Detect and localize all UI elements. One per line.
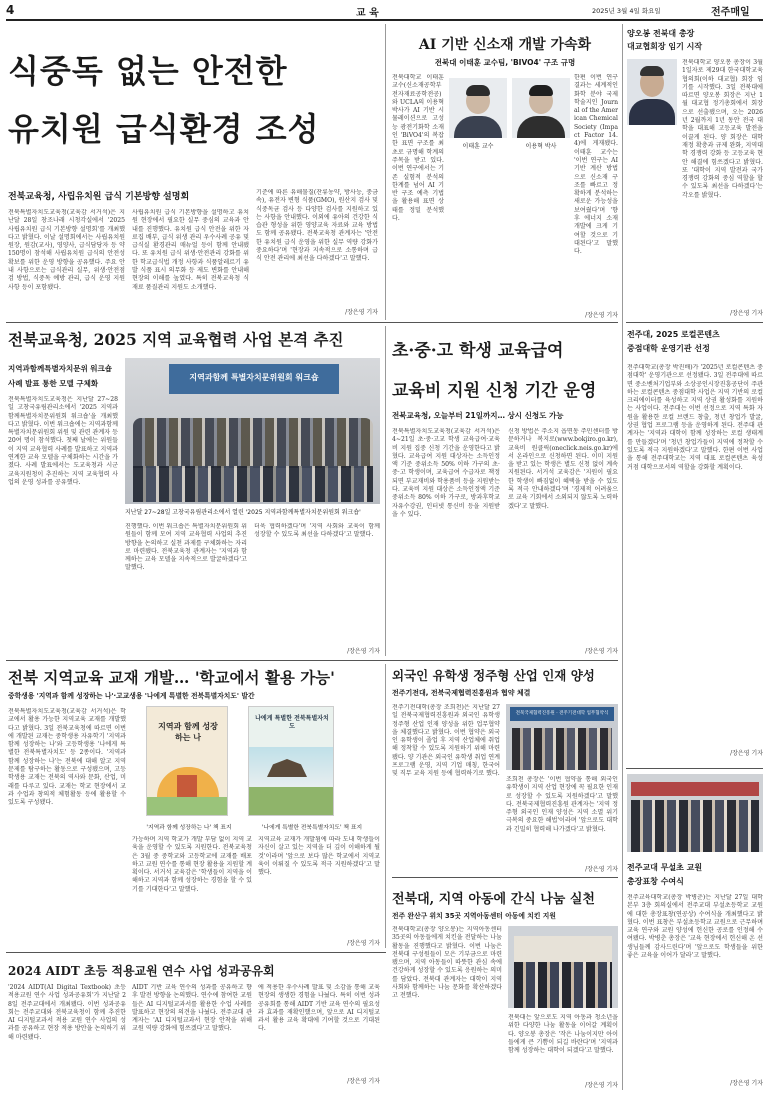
subhead: 전북대 이태훈 교수팀, 'BIVO4' 구조 규명: [434, 58, 576, 67]
subhead-1: 지역과함께특별자치문위 워크숍: [8, 364, 113, 373]
subhead: 전북교육청, 사립유치원 급식 기본방향 설명회: [8, 192, 190, 202]
article-education-benefit: [392, 326, 618, 658]
body-col1: 전북특별자치도교육청(교육감 서거석)은 학교에서 활용 가능한 지역교육 교재를 개발했다고 밝혔다. 3일 전북교육청에 따르면 이번에 개발된 교재는 중학생용 자유학기 '지역과 함께 성장하는 나'와 고등학생용 '나에게 특별한 전북특별자치도' 등 2종이다. '지역과 함께 성장하는 나'는 전북에 대해 알고 지역 문제를 탐구하는 활동으로 구성됐으며, 고등학생용 교재는 전북의 역사와 문화, 산업, 미래를 다루고 있다. 교재는 학교 현장에서 교과 수업과 창의적 체험활동 등에 활용할 수 있도록 구성됐다.: [8, 708, 126, 807]
byline: /장은영 기자: [585, 648, 618, 655]
paper-name: 전주매일: [711, 7, 750, 18]
article-foreign-students: [392, 664, 618, 874]
headline: 전북대, 지역 아동에 간식 나눔 실천: [392, 892, 595, 907]
headline: 전북 지역교육 교재 개발… '학교에서 활용 가능': [8, 668, 335, 687]
body-col1: 전주기전대학(총장 조희천)은 지난달 27일 전북국제협력진흥원과 외국인 유학생 정주형 산업 인재 양성을 위한 업무협약을 체결했다고 밝혔다. 이번 협약은 외국인 유학생이 졸업 후 지역 산업체에 취업해 정착할 수 있도록 지원하기 위해 마련됐다. 양 기관은 외국인 유학생 취업 연계 프로그램 운영, 지역 기업 매칭, 한국어 및 직무 교육 지원 등에 협력하기로 했다.: [392, 704, 500, 778]
body-col1: 전북특별자치도교육청은 지난달 27~28일 고창국유림관리소에서 '2025 지역과함께특별자치문위원회 워크숍'을 개최했다고 밝혔다. 이번 워크숍에는 지역과함께특별자치문위원회 위원 및 관련 관계자 등 20여 명이 참석했다. 첫째 날에는 위원들이 지역 교육협력 사례를 발표하고 지역과 연계한 교육 모델을 구체화하는 시간을 가졌다. 사례 발표에서는 도교육청과 시군 교육지원청이 추진하는 지역 교육협력 사업의 운영 성과를 공유했다.: [8, 396, 118, 486]
photo-dr-lee: [512, 78, 570, 138]
article-textbook: [8, 664, 380, 950]
agreement-banner: 전북국제협력진흥원 · 전주기전대학 업무협약식: [515, 711, 609, 716]
masthead: [6, 3, 763, 19]
headline: AI 기반 신소재 개발 가속화: [418, 37, 592, 53]
book-cover-1: [146, 706, 228, 816]
body-col2: 가능하며 지역 학교가 개발 부담 없이 지역 교육을 운영할 수 있도록 지원한다. 전북교육청은 3월 중 중학교와 고등학교에 교재를 배포하고 교원 연수를 통해 현장 활용을 지원할 계획이다. 서거석 교육감은 '학생들이 지역을 이해하고 지역과 함께 성장하는 경험을 할 수 있기를 기대한다'고 말했다.: [132, 836, 252, 893]
issue-date: 2025년 3월 4일 화요일: [592, 7, 661, 15]
subhead: 전북교육청, 오늘부터 21일까지… 상시 신청도 가능: [392, 411, 564, 420]
body-col2: 전북대는 앞으로도 지역 아동과 청소년을 위한 다양한 나눔 활동을 이어갈 계획이다. 양오봉 총장은 '작은 나눔이지만 아이들에게 큰 기쁨이 되길 바란다'며 '지역과 함께 성장하는 대학이 되겠다'고 말했다.: [508, 1014, 618, 1055]
photo-caption: 지난달 27~28일 고창국유림관리소에서 열린 '2025 지역과함께특별자치문위원회 워크숍': [125, 509, 361, 516]
byline: /장은영 기자: [585, 1082, 618, 1089]
body-col3: 기준에 따른 유해물질(잔류농약, 방사능, 중금속), 유전자 변형 식품(GMO), 원산지 검사 및 식중독균 검사 등 다양한 검사를 지원하고 있는 사항을 안내했다. 이외에 유아의 건강한 식습관 형성을 위한 영양교육 자료와 교육 방법도 함께 공유됐다. 전북교육청 관계자는 '안전한 유치원 급식 운영을 위한 실무 역량 강화가 중요하다'며 '현장과 지속적으로 소통하며 급식 안전 관리에 최선을 다하겠다'고 말했다.: [256, 189, 378, 263]
subhead: 전주기전대, 전북국제협력진흥원과 협약 체결: [392, 689, 531, 697]
title-line1: 전주교대 무설초 교원: [627, 863, 703, 872]
headline-line1: 식중독 없는 안전한: [8, 52, 288, 90]
agreement-photo: [506, 704, 618, 770]
body-col2: AIDT 기반 교육 연수의 성과를 공유하고 향후 발전 방향을 논의했다. 연수에 참여한 교원들은 AI 디지털교과서를 활용한 수업 사례를 발표하고 현장의 의견을 나눴다. 전주교대 관계자는 'AI 디지털교과서 현장 안착을 위해 교원 역량 강화에 힘쓰겠다'고 말했다.: [132, 984, 252, 1033]
byline: /장은영 기자: [585, 866, 618, 873]
body-col2: 조희천 총장은 '이번 협약을 통해 외국인 유학생이 지역 산업 현장에 꼭 필요한 인재로 성장할 수 있도록 지원하겠다'고 말했다. 전북국제협력진흥원 관계자는 '지역 정주형 외국인 인재 양성은 지역 소멸 위기 극복의 중요한 해법'이라며 '앞으로도 대학과 긴밀히 협력해 나가겠다'고 밝혔다.: [506, 776, 618, 833]
subhead: 중학생용 '지역과 함께 성장하는 나'·고교생용 '나에게 특별한 전북특별자치도' 발간: [8, 692, 255, 700]
article-teacher-award: [627, 772, 763, 1092]
byline: /장은영 기자: [585, 312, 618, 319]
headline: 외국인 유학생 정주형 산업 인재 양성: [392, 668, 595, 683]
workshop-photo: [125, 358, 380, 504]
article-president-term: [627, 26, 763, 320]
section-name: 교 육: [356, 8, 379, 19]
photo-caption-2: 이용혁 박사: [525, 143, 557, 150]
body-col1: 전북대학교 이태훈 교수(신소재공학부 전자재료공학전공)와 UCLA의 이용혁 박사가 AI 기반 시뮬레이션으로 고성능 광전기화학 소재인 'BiVO4'의 복잡한 표면 구조를 최초로 규명해 학계의 주목을 받고 있다. 이번 연구에서는 기존 실험적 분석의 한계를 넘어 AI 기반 구조 예측 기법을 활용해 표면 상태를 정밀 분석했다.: [392, 74, 444, 223]
title-line1: 전주대, 2025 로컬콘텐츠: [627, 330, 720, 339]
book-cover-2: [248, 706, 334, 816]
subhead-2: 사례 발표 통한 모델 구체화: [8, 379, 99, 388]
body: 전주대학교(총장 박진배)가 '2025년 로컬콘텐츠 중점대학' 운영기관으로 선정됐다. 3일 전주대에 따르면 중소벤처기업부와 소상공인시장진흥공단이 주관하는 로컬콘텐츠 중점대학 사업은 지역 기반의 로컬크리에이터를 육성하고 지역 상권 활성화를 지원하는 사업이다. 전주대는 이번 선정으로 지역 특화 자원을 활용한 로컬 브랜드 창출, 청년 창업가 발굴, 상권 협업 프로그램 등을 운영하게 된다. 전주대 관계자는 '지역과 대학이 함께 성장하는 로컬 생태계를 만들겠다'며 '청년 창업가들이 지역에 정착할 수 있도록 적극 지원하겠다'고 말했다. 한편 이번 사업을 통해 전주대학교는 지역 대표 로컬콘텐츠 육성 거점 대학으로서의 역할을 강화할 계획이다.: [627, 364, 763, 471]
sharing-photo: [508, 926, 618, 1008]
byline: /장은영 기자: [730, 310, 763, 317]
photo-professor-lee: [449, 78, 507, 138]
subhead: 전주 완산구 위치 35곳 지역아동센터 아동에 치킨 지원: [392, 912, 556, 920]
article-regional-cooperation: [8, 326, 380, 658]
cover-caption-2: '나에게 특별한 전북특별자치도' 책 표지: [261, 825, 363, 831]
body: 전주교육대학교(총장 박병춘)는 지난달 27일 대학 본부 3층 회의실에서 전주교대 부설초등학교 교원에 대한 총장표창(연공상) 수여식을 개최했다고 밝혔다. 이번 표창은 부설초등학교 교원으로 근무하며 교육 연구와 교원 양성에 헌신한 공로를 인정해 수여됐다. 박병춘 총장은 '교육 현장에서 헌신해 온 선생님들께 감사드린다'며 '앞으로도 학생들을 위한 좋은 교육을 이어가 달라'고 말했다.: [627, 894, 763, 960]
body-col3: 에 적용한 우수사례 발표 및 소감을 통해 교육 현장의 생생한 경험을 나눴다. 특히 이번 성과공유회를 통해 AIDT 기반 교육 연수의 필요성과 효과를 재확인했으며, 앞으로 AI 디지털교과서 활용 교육 확대에 기여할 것으로 기대된다.: [258, 984, 380, 1033]
banner-text: 지역과함께 특별자치문위원회 워크숍: [189, 373, 319, 382]
page-number: 4: [6, 3, 15, 17]
article-ai-materials: [392, 26, 618, 320]
byline: /장은영 기자: [347, 648, 380, 655]
body-col2: 신청 방법은 주소지 읍면동 주민센터를 방문하거나 복지로(www.bokjiro.go.kr), 교육비 원클릭(oneclick.neis.go.kr)에서 온라인으로 신청하면 된다. 이미 지원을 받고 있는 학생은 별도 신청 없이 계속 지원된다. 서거석 교육감은 '지원이 필요한 학생이 빠짐없이 혜택을 받을 수 있도록 적극 안내하겠다'며 '경제적 어려움으로 교육 기회에서 소외되지 않도록 노력하겠다'고 말했다.: [508, 428, 618, 510]
body-col1: 전북대학교(총장 양오봉)는 지역아동센터 35곳의 아동들에게 치킨을 전달하는 나눔 활동을 진행했다고 밝혔다. 이번 나눔은 전북대 구성원들이 모은 기부금으로 마련됐으며, 지역 아동들이 따뜻한 관심 속에 건강하게 성장할 수 있도록 응원하는 의미를 담았다. 전북대 관계자는 대학이 지역사회와 함께하는 나눔 문화를 확산하겠다고 전했다.: [392, 926, 502, 1000]
headline-line2: 교육비 지원 신청 기간 운영: [392, 381, 597, 401]
headline-line1: 초·중·고 학생 교육급여: [392, 341, 564, 361]
body-col3: 더욱 협력하겠다'며 '지역 사회와 교육이 함께 성장할 수 있도록 최선을 다하겠다'고 말했다.: [254, 523, 380, 539]
book2-title: 나에게 특별한 전북특별자치도: [255, 715, 329, 730]
body-col2: 사립유치원 급식 기본방향을 설명하고 유치원 현장에서 필요한 실무 중심의 교육과 안내를 진행했다. 유치원 급식 안전을 위한 자료집 배부, 급식 위생 관리 우수사례 공유 및 급식실 환경관리 매뉴얼 등이 함께 안내됐다. 또 유치원 급식 위생·안전관리 강화를 위한 학교급식법 개정 사항과 식품알레르기 유발 식품 표시 의무화 등 제도 변화를 안내해 현장의 이해를 높였다. 특히 전북교육청 식재료 품질관리 지원도 소개했다.: [132, 209, 249, 291]
body: 전북대학교 양오봉 총장이 3월 1일자로 제29대 한국대학교육협의회(이하 대교협) 회장 임기를 시작했다. 3일 전북대에 따르면 양오봉 회장은 지난 1월 대교협 정기총회에서 회장으로 선출됐으며, 오는 2026년 2월까지 1년 동안 전국 대학을 대표해 고등교육 발전을 이끌게 된다. 양 회장은 대학 재정 확충과 규제 완화, 지역대학 경쟁력 강화 등 고등교육 현안 해결에 힘쓰겠다고 밝혔다. 또 '대학이 지역 발전과 국가 경쟁력 강화의 중심 역할을 할 수 있도록 최선을 다하겠다'는 각오를 밝혔다.: [682, 59, 763, 199]
byline: /장은영 기자: [730, 750, 763, 757]
body-col2: 진행했다. 이번 워크숍은 특별자치문위원회 위원들이 함께 모여 지역 교육협력 사업의 추진 방향을 논의하고 실천 과제를 구체화하는 자리로 마련됐다. 전북교육청 관계자는 '지역과 함께하는 교육 모델을 지속적으로 발굴하겠다'고 말했다.: [125, 523, 247, 572]
headline: 2024 AIDT 초등 적용교원 연수 사업 성과공유회: [8, 964, 275, 978]
title-line2: 대교협회장 임기 시작: [627, 42, 703, 51]
headline-line2: 유치원 급식환경 조성: [8, 110, 320, 148]
book1-title: 지역과 함께 성장하는 나: [158, 721, 218, 742]
body-col2: 한편 이번 연구 결과는 세계적인 화학 분야 국제 학술지인 Journal of the American Chemical Society (Impact Factor 14.4)에 게재됐다. 이태훈 교수는 '이번 연구는 AI 기반 계산 방법으로 신소재 구조를 빠르고 정확하게 분석하는 새로운 가능성을 보여줬다'며 '향후 에너지 소재 개발에 크게 기여할 것으로 기대된다'고 말했다.: [574, 74, 618, 256]
body-col1: 전북특별자치도교육청(교육감 서거석)은 4~21일 초·중·고교 학생 교육급여·교육비 지원 집중 신청 기간을 운영한다고 밝혔다. 교육급여 지원 대상자는 소득인정액 기준 중위소득 50% 이하 가구의 초·중·고 학생이며, 교육급여 수급자로 책정되면 부교재비와 학용품비 등을 지원받는다. 교육비 지원 대상은 소득인정액 기준 중위소득 80% 이하 가구로, 방과후학교 자유수강권, 인터넷 통신비 등을 지원받을 수 있다.: [392, 428, 500, 518]
byline: /장은영 기자: [345, 309, 378, 316]
title-line2: 총장표창 수여식: [627, 877, 684, 886]
body-col1: 전북특별자치도교육청(교육감 서거석)은 지난달 28일 창조나래 시청각실에서 '2025 사립유치원 급식 기본방향 설명회'를 개최했다고 밝혔다. 이날 설명회에서는 사립유치원 원장, 원감(교사), 영양사, 급식담당자 등 약 150명이 참석해 사립유치원 급식의 안전성 확보를 위한 운영 방향을 공유했다. 주요 안내 사항으로는 급식관리 실무, 위생·안전점검 방법, 식중독 예방 관리, 급식 운영 지원 사항 등이 포함됐다.: [8, 209, 125, 291]
byline: /장은영 기자: [347, 940, 380, 947]
award-photo: [627, 774, 763, 852]
byline: /장은영 기자: [347, 1078, 380, 1085]
title-line1: 양오봉 전북대 총장: [627, 29, 695, 38]
article-local-content: [627, 326, 763, 766]
cover-caption-1: '지역과 함께 성장하는 나' 책 표지: [146, 825, 232, 831]
body-col3: 지역교육 교재가 개발됨에 따라 도내 학생들이 자신이 살고 있는 지역을 더 깊이 이해하게 될 것'이라며 '앞으로 보다 많은 학교에서 지역교육이 이뤄질 수 있도록 적극 지원하겠다'고 말했다.: [258, 836, 380, 877]
title-line2: 중점대학 운영기관 선정: [627, 344, 710, 353]
photo-caption-1: 이태훈 교수: [462, 143, 494, 150]
body-col1: '2024 AIDT(AI Digital Textbook) 초등 적용교원 연수 사업 성과공유회'가 지난달 28일 전주교대에서 개최됐다. 이번 성과공유회는 전주교대와 전북교육청이 함께 추진한 AI 디지털교과서 적용 교원 연수 사업의 성과를 공유하고 현장 적용 방안을 논의하기 위해 마련됐다.: [8, 984, 126, 1041]
article-aidt: [8, 956, 380, 1092]
headline: 전북교육청, 2025 지역 교육협력 사업 본격 추진: [8, 330, 344, 349]
article-kindergarten-meal: [8, 26, 380, 320]
byline: /장은영 기자: [730, 1080, 763, 1087]
article-snack-sharing: [392, 880, 618, 1092]
